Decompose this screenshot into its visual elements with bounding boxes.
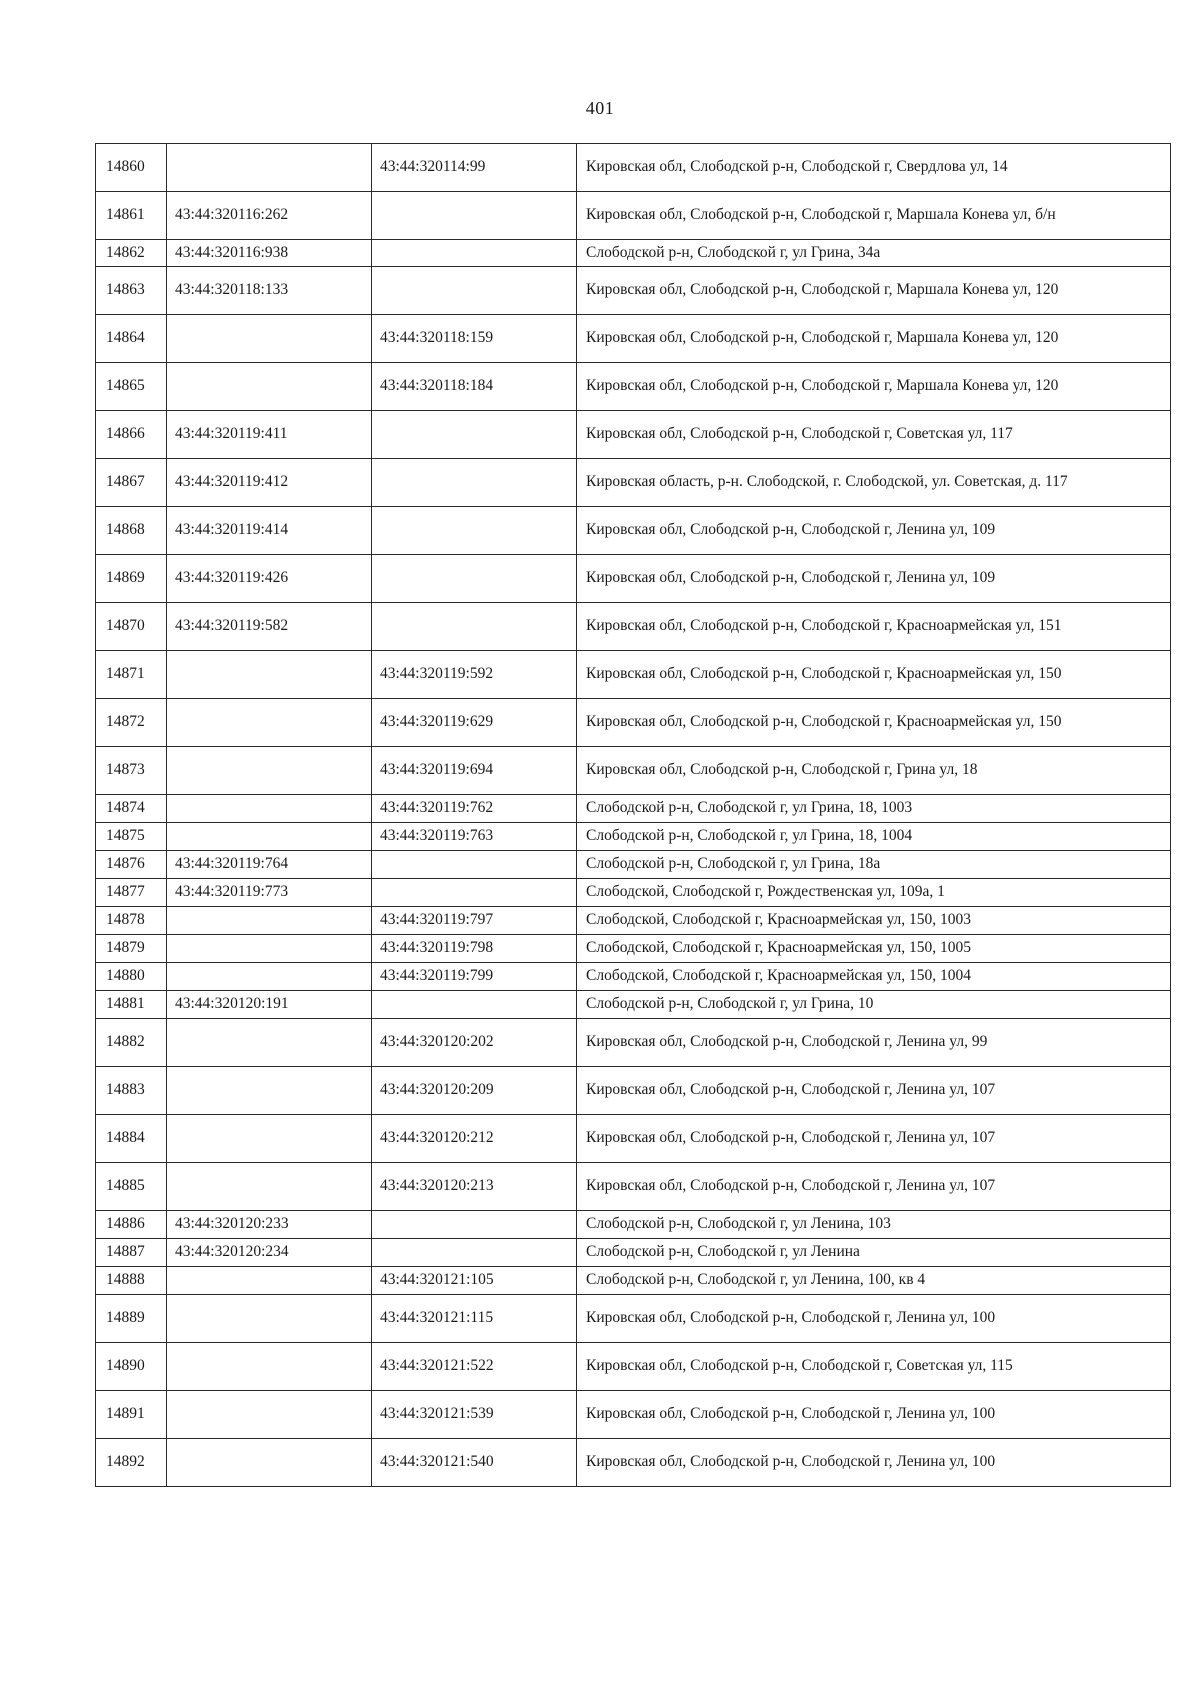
row-number-cell: 14879 [96,935,167,963]
cadastral-number-cell [167,795,372,823]
cadastral-number-alt-cell [372,879,577,907]
cadastral-number-cell [167,823,372,851]
cadastral-number-alt-cell [372,1239,577,1267]
cadastral-number-cell: 43:44:320116:262 [167,192,372,240]
address-cell: Кировская обл, Слободской р-н, Слободской г, Советская ул, 117 [577,411,1171,459]
cadastral-number-cell [167,1067,372,1115]
row-number-cell: 14863 [96,267,167,315]
address-cell: Кировская обл, Слободской р-н, Слободской г, Маршала Конева ул, 120 [577,267,1171,315]
address-cell: Слободской р-н, Слободской г, ул Ленина, 100, кв 4 [577,1267,1171,1295]
table-row [96,851,1171,879]
address-cell: Кировская область, р-н. Слободской, г. Слободской, ул. Советская, д. 117 [577,459,1171,507]
row-number-cell: 14870 [96,603,167,651]
cadastral-number-cell [167,747,372,795]
row-number-cell: 14886 [96,1211,167,1239]
cadastral-number-alt-cell: 43:44:320119:799 [372,963,577,991]
cadastral-number-alt-cell: 43:44:320121:105 [372,1267,577,1295]
row-number-cell: 14891 [96,1391,167,1439]
address-cell: Слободской р-н, Слободской г, ул Грина, 18, 1003 [577,795,1171,823]
table-row [96,1295,1171,1343]
cadastral-number-cell: 43:44:320120:234 [167,1239,372,1267]
cadastral-number-alt-cell: 43:44:320120:212 [372,1115,577,1163]
table-row [96,1391,1171,1439]
table-row [96,823,1171,851]
table-row [96,1239,1171,1267]
cadastral-number-cell [167,963,372,991]
address-cell: Кировская обл, Слободской р-н, Слободской г, Красноармейская ул, 151 [577,603,1171,651]
cadastral-number-cell [167,363,372,411]
row-number-cell: 14864 [96,315,167,363]
cadastral-number-cell [167,1267,372,1295]
cadastral-number-cell: 43:44:320118:133 [167,267,372,315]
row-number-cell: 14880 [96,963,167,991]
address-cell: Слободской, Слободской г, Рождественская ул, 109а, 1 [577,879,1171,907]
cadastral-number-cell: 43:44:320120:191 [167,991,372,1019]
row-number-cell: 14887 [96,1239,167,1267]
table-row [96,1163,1171,1211]
address-cell: Слободской, Слободской г, Красноармейская ул, 150, 1004 [577,963,1171,991]
address-cell: Кировская обл, Слободской р-н, Слободской г, Ленина ул, 100 [577,1295,1171,1343]
table-row [96,699,1171,747]
row-number-cell: 14868 [96,507,167,555]
address-cell: Кировская обл, Слободской р-н, Слободской г, Ленина ул, 100 [577,1391,1171,1439]
row-number-cell: 14867 [96,459,167,507]
address-cell: Кировская обл, Слободской р-н, Слободской г, Грина ул, 18 [577,747,1171,795]
address-cell: Кировская обл, Слободской р-н, Слободской г, Ленина ул, 107 [577,1115,1171,1163]
cadastral-number-cell: 43:44:320119:582 [167,603,372,651]
table-row [96,747,1171,795]
address-cell: Слободской р-н, Слободской г, ул Грина, 18а [577,851,1171,879]
cadastral-number-alt-cell [372,991,577,1019]
table-row [96,1019,1171,1067]
cadastral-number-cell: 43:44:320119:764 [167,851,372,879]
address-cell: Кировская обл, Слободской р-н, Слободской г, Маршала Конева ул, б/н [577,192,1171,240]
row-number-cell: 14860 [96,144,167,192]
cadastral-number-alt-cell: 43:44:320119:798 [372,935,577,963]
row-number-cell: 14877 [96,879,167,907]
table-row [96,315,1171,363]
cadastral-number-cell [167,144,372,192]
table-row [96,144,1171,192]
row-number-cell: 14862 [96,240,167,267]
cadastral-number-cell [167,315,372,363]
table-row [96,240,1171,267]
address-cell: Кировская обл, Слободской р-н, Слободской г, Красноармейская ул, 150 [577,699,1171,747]
table-row [96,363,1171,411]
cadastral-number-alt-cell [372,555,577,603]
row-number-cell: 14874 [96,795,167,823]
row-number-cell: 14881 [96,991,167,1019]
address-cell: Кировская обл, Слободской р-н, Слободской г, Ленина ул, 107 [577,1067,1171,1115]
address-cell: Слободской, Слободской г, Красноармейская ул, 150, 1003 [577,907,1171,935]
cadastral-number-alt-cell [372,267,577,315]
address-cell: Слободской, Слободской г, Красноармейская ул, 150, 1005 [577,935,1171,963]
row-number-cell: 14888 [96,1267,167,1295]
table-row [96,1267,1171,1295]
cadastral-number-alt-cell: 43:44:320119:762 [372,795,577,823]
cadastral-number-alt-cell [372,1211,577,1239]
address-cell: Слободской р-н, Слободской г, ул Грина, 10 [577,991,1171,1019]
address-cell: Кировская обл, Слободской р-н, Слободской г, Ленина ул, 107 [577,1163,1171,1211]
table-row [96,879,1171,907]
row-number-cell: 14892 [96,1439,167,1487]
cadastral-number-cell [167,935,372,963]
cadastral-number-cell: 43:44:320119:412 [167,459,372,507]
cadastral-number-alt-cell [372,240,577,267]
row-number-cell: 14885 [96,1163,167,1211]
row-number-cell: 14861 [96,192,167,240]
row-number-cell: 14869 [96,555,167,603]
cadastral-number-cell [167,1439,372,1487]
cadastral-number-alt-cell: 43:44:320120:209 [372,1067,577,1115]
row-number-cell: 14875 [96,823,167,851]
cadastral-number-cell [167,1163,372,1211]
cadastral-number-cell: 43:44:320119:773 [167,879,372,907]
table-row [96,555,1171,603]
table-row [96,963,1171,991]
cadastral-number-alt-cell: 43:44:320118:184 [372,363,577,411]
row-number-cell: 14889 [96,1295,167,1343]
cadastral-number-cell: 43:44:320120:233 [167,1211,372,1239]
cadastral-number-alt-cell [372,192,577,240]
cadastral-number-alt-cell: 43:44:320120:213 [372,1163,577,1211]
table-row [96,1343,1171,1391]
table-row [96,795,1171,823]
cadastral-number-alt-cell [372,603,577,651]
table-row [96,907,1171,935]
cadastral-number-alt-cell: 43:44:320119:763 [372,823,577,851]
row-number-cell: 14873 [96,747,167,795]
cadastral-number-alt-cell: 43:44:320121:540 [372,1439,577,1487]
cadastral-number-alt-cell: 43:44:320121:522 [372,1343,577,1391]
cadastral-number-alt-cell: 43:44:320119:694 [372,747,577,795]
table-row [96,411,1171,459]
cadastral-number-cell [167,1343,372,1391]
address-cell: Кировская обл, Слободской р-н, Слободской г, Маршала Конева ул, 120 [577,315,1171,363]
row-number-cell: 14884 [96,1115,167,1163]
row-number-cell: 14872 [96,699,167,747]
row-number-cell: 14883 [96,1067,167,1115]
address-cell: Кировская обл, Слободской р-н, Слободской г, Ленина ул, 100 [577,1439,1171,1487]
table-row [96,459,1171,507]
cadastral-number-alt-cell: 43:44:320120:202 [372,1019,577,1067]
row-number-cell: 14865 [96,363,167,411]
cadastral-number-alt-cell: 43:44:320119:592 [372,651,577,699]
address-cell: Слободской р-н, Слободской г, ул Грина, 18, 1004 [577,823,1171,851]
page-number: 401 [585,98,615,118]
row-number-cell: 14876 [96,851,167,879]
address-cell: Кировская обл, Слободской р-н, Слободской г, Свердлова ул, 14 [577,144,1171,192]
row-number-cell: 14878 [96,907,167,935]
table-row [96,935,1171,963]
cadastral-number-alt-cell [372,459,577,507]
table-row [96,1211,1171,1239]
cadastral-number-alt-cell: 43:44:320119:797 [372,907,577,935]
cadastral-number-alt-cell: 43:44:320114:99 [372,144,577,192]
cadastral-number-cell [167,1019,372,1067]
table-row [96,507,1171,555]
address-cell: Слободской р-н, Слободской г, ул Ленина [577,1239,1171,1267]
cadastral-number-alt-cell [372,507,577,555]
address-cell: Кировская обл, Слободской р-н, Слободской г, Ленина ул, 109 [577,555,1171,603]
cadastral-number-cell [167,1391,372,1439]
table-row [96,267,1171,315]
registry-table [95,143,1171,1487]
address-cell: Кировская обл, Слободской р-н, Слободской г, Красноармейская ул, 150 [577,651,1171,699]
row-number-cell: 14871 [96,651,167,699]
cadastral-number-cell: 43:44:320119:411 [167,411,372,459]
cadastral-number-alt-cell: 43:44:320121:115 [372,1295,577,1343]
cadastral-number-cell [167,699,372,747]
cadastral-number-cell [167,1115,372,1163]
cadastral-number-cell [167,907,372,935]
address-cell: Кировская обл, Слободской р-н, Слободской г, Ленина ул, 109 [577,507,1171,555]
row-number-cell: 14890 [96,1343,167,1391]
table-row [96,192,1171,240]
address-cell: Кировская обл, Слободской р-н, Слободской г, Ленина ул, 99 [577,1019,1171,1067]
row-number-cell: 14882 [96,1019,167,1067]
table-row [96,1439,1171,1487]
cadastral-number-cell [167,1295,372,1343]
address-cell: Кировская обл, Слободской р-н, Слободской г, Советская ул, 115 [577,1343,1171,1391]
cadastral-number-alt-cell: 43:44:320121:539 [372,1391,577,1439]
table-row [96,991,1171,1019]
address-cell: Слободской р-н, Слободской г, ул Ленина, 103 [577,1211,1171,1239]
cadastral-number-cell: 43:44:320119:426 [167,555,372,603]
registry-table-body [96,144,1171,1487]
address-cell: Кировская обл, Слободской р-н, Слободской г, Маршала Конева ул, 120 [577,363,1171,411]
table-row [96,1067,1171,1115]
cadastral-number-cell: 43:44:320119:414 [167,507,372,555]
cadastral-number-cell [167,651,372,699]
table-row [96,603,1171,651]
row-number-cell: 14866 [96,411,167,459]
cadastral-number-alt-cell [372,851,577,879]
address-cell: Слободской р-н, Слободской г, ул Грина, 34а [577,240,1171,267]
cadastral-number-alt-cell [372,411,577,459]
table-row [96,651,1171,699]
cadastral-number-alt-cell: 43:44:320118:159 [372,315,577,363]
cadastral-number-cell: 43:44:320116:938 [167,240,372,267]
table-row [96,1115,1171,1163]
cadastral-number-alt-cell: 43:44:320119:629 [372,699,577,747]
